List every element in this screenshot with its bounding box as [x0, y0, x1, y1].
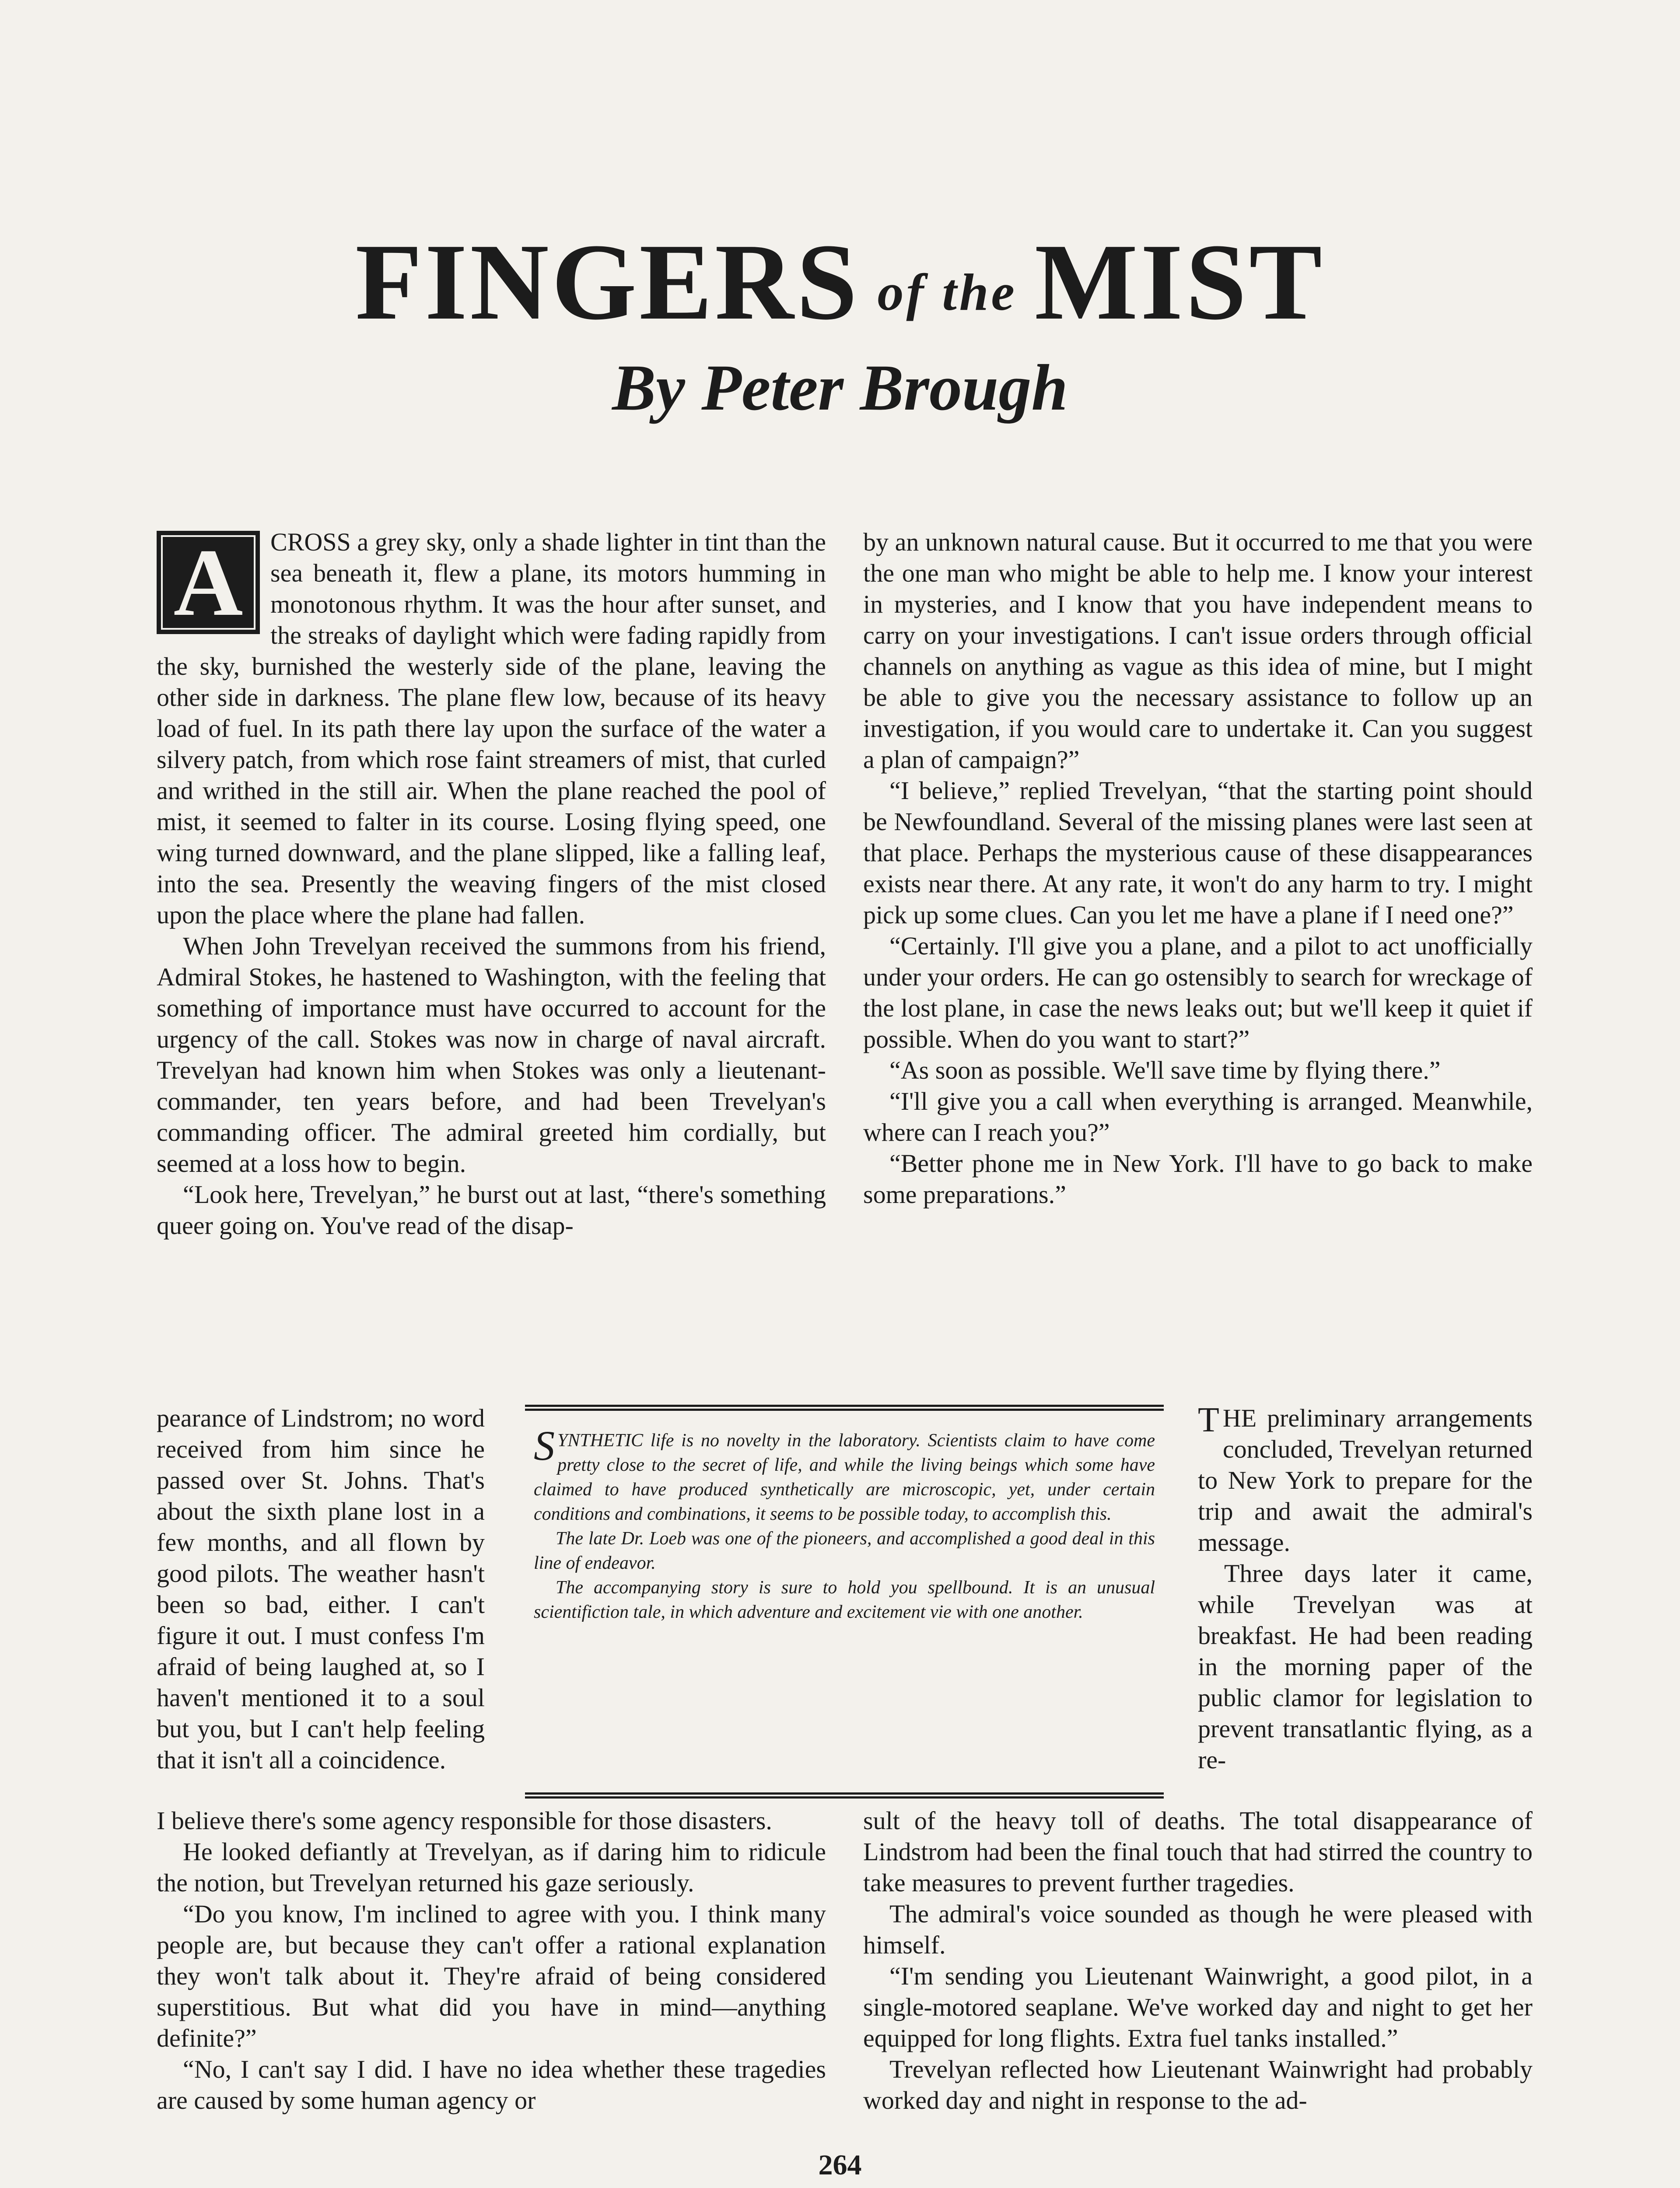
column-right-middle — [1198, 1403, 1533, 1775]
paragraph: “Certainly. I'll give you a plane, and a pilot to act unofficially under your orders. He can go ostensibly to search for wreckage of the lost plane, in case the news leaks out; but we'll keep it quiet if possible. When do you want to start?” — [863, 932, 1533, 1053]
paragraph: Three days later it came, while Trevelyan was at breakfast. He had been reading in the morning paper of the public clamor for legislation to prevent transatlantic flying, as a re- — [1198, 1559, 1533, 1774]
paragraph: “I believe,” replied Trevelyan, “that the starting point should be Newfoundland. Several of the missing planes were last seen at that place. Perhaps the mysterious cause of these disappearances exists near there. At any rate, it won't do any harm to try. I might pick up some clues. Can you let me have a plane if I need one?” — [863, 776, 1533, 929]
paragraph: When John Trevelyan received the summons from his friend, Admiral Stokes, he hastened to Washington, with the feeling that something of importance must have occurred to account for the urgency of the call. Stokes was now in charge of naval aircraft. Trevelyan had known him when Stokes was only a lieutenant-commander, ten years before, and had been Trevelyan's commanding officer. The admiral greeted him cordially, but seemed at a loss how to begin. — [157, 932, 826, 1178]
intro-paragraph: The accompanying story is sure to hold you spellbound. It is an unusual scientifiction tale, in which adventure and excitement vie with one another. — [534, 1578, 1155, 1622]
column-right-bottom — [863, 1805, 1533, 2116]
paragraph: “Look here, Trevelyan,” he burst out at last, “there's something queer going on. You've read of the disap- — [157, 1180, 826, 1240]
paragraph: “Do you know, I'm inclined to agree with you. I think many people are, but because they can't offer a rational explanation they won't talk about it. They're afraid of being considered superstitious. But what did you have in mind—anything definite?” — [157, 1900, 826, 2052]
paragraph: “I'll give you a call when everything is arranged. Meanwhile, where can I reach you?” — [863, 1087, 1533, 1147]
page-number: 264 — [818, 2149, 862, 2181]
paragraph: “I'm sending you Lieutenant Wainwright, a good pilot, in a single-motored seaplane. We've worked day and night to get her equipped for long flights. Extra fuel tanks installed.” — [863, 1962, 1533, 2052]
column-left-top — [157, 526, 826, 1241]
title-part-of-the: of the — [877, 263, 1017, 321]
title-part-mist: MIST — [1034, 221, 1325, 343]
drop-cap: A — [157, 531, 260, 634]
paragraph: I believe there's some agency responsible for those disasters. — [157, 1806, 772, 1835]
paragraph: pearance of Lindstrom; no word received from him since he passed over St. Johns. That's about the sixth plane lost in a few months, and all flown by good pilots. The weather hasn't been so bad, either. I can't figure it out. I must confess I'm afraid of being laughed at, so I haven't mentioned it to a soul but you, but I can't help feeling that it isn't all a coincidence. — [157, 1404, 485, 1774]
paragraph: sult of the heavy toll of deaths. The total disappearance of Lindstrom had been the final touch that had stirred the country to take measures to prevent further tragedies. — [863, 1806, 1533, 1897]
paragraph: Trevelyan reflected how Lieutenant Wainwright had probably worked day and night in response to the ad- — [863, 2055, 1533, 2114]
column-right-top — [863, 526, 1533, 1210]
paragraph: “Better phone me in New York. I'll have to go back to make some preparations.” — [863, 1149, 1533, 1209]
paragraph: T HE preliminary arrangements concluded, Trevelyan returned to New York to prepare for the trip and await the admiral's message. — [1198, 1401, 1533, 1557]
section-initial: T — [1198, 1401, 1219, 1439]
story-title — [0, 221, 1680, 343]
byline: By Peter Brough — [612, 351, 1068, 424]
paragraph: “As soon as possible. We'll save time by flying there.” — [889, 1056, 1441, 1084]
intro-paragraph: The late Dr. Loeb was one of the pioneers, and accomplished a good deal in this line of endeavor. — [534, 1529, 1155, 1573]
paragraph: “No, I can't say I did. I have no idea whether these tragedies are caused by some human agency or — [157, 2055, 826, 2114]
column-left-bottom — [157, 1805, 826, 2116]
paragraph: He looked defiantly at Trevelyan, as if daring him to ridicule the notion, but Trevelyan returned his gaze seriously. — [157, 1837, 826, 1897]
editorial-intro-box — [525, 1405, 1164, 1799]
paragraph: The admiral's voice sounded as though he were pleased with himself. — [863, 1900, 1533, 1959]
column-left-middle — [157, 1403, 485, 1775]
intro-initial: S — [534, 1422, 555, 1469]
paragraph: A CROSS a grey sky, only a shade lighter in tint than the sea beneath it, flew a plane, its motors humming in monotonous rhythm. It was the hour after sunset, and the streaks of daylight which were fading rapidly from the sky, burnished the westerly side of the plane, leaving the other side in darkness. The plane flew low, because of its heavy load of fuel. In its path there lay upon the surface of the water a silvery patch, from which rose faint streamers of mist, that curled and writhed in the still air. When the plane reached the pool of mist, it seemed to falter in its course. Losing flying speed, one wing turned downward, and the plane slipped, like a falling leaf, into the sea. Presently the weaving fingers of the mist closed upon the place where the plane had fallen. — [157, 528, 826, 929]
title-part-fingers: FINGERS — [355, 221, 860, 343]
paragraph: by an unknown natural cause. But it occurred to me that you were the one man who might be able to help me. I know your interest in mysteries, and I know that you have independent means to carry on your investigations. I can't issue orders through official channels on anything as vague as this idea of mine, but I might be able to give you the necessary assistance to follow up an investigation, if you would care to undertake it. Can you suggest a plan of campaign?” — [863, 528, 1533, 774]
intro-paragraph: SYNTHETIC life is no novelty in the laboratory. Scientists claim to have come pretty close to the secret of life, and while the living beings which some have claimed to have produced synthetically are microscopic, yet, under certain conditions and combinations, it seems to be possible today, to accomplish this. — [534, 1422, 1155, 1524]
